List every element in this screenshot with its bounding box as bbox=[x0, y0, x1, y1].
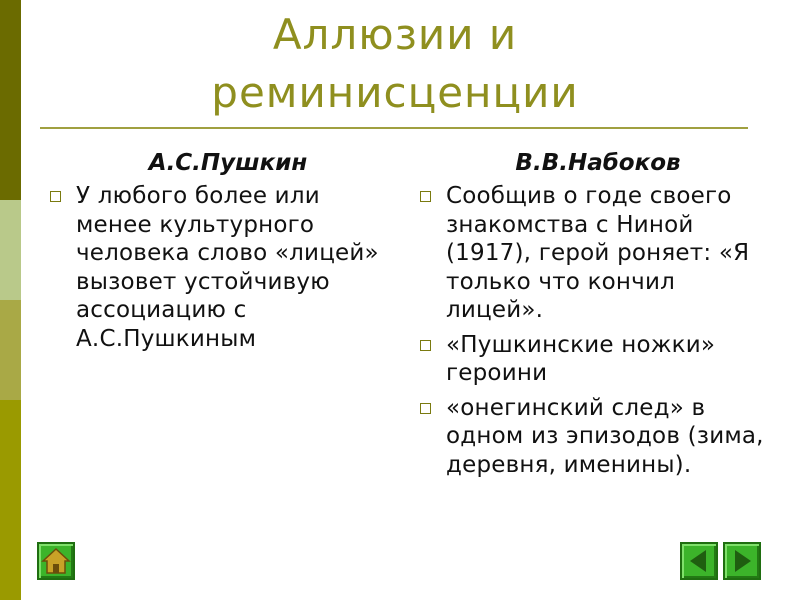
side-decor-segment bbox=[0, 200, 21, 300]
side-decor-segment bbox=[0, 300, 21, 400]
arrow-left-icon bbox=[682, 544, 716, 578]
square-bullet-icon bbox=[420, 191, 431, 202]
home-icon bbox=[39, 544, 73, 578]
slide-title bbox=[40, 6, 750, 122]
bullet-text: «онегинский след» в одном из эпизодов (зима, деревня, именины). bbox=[446, 394, 764, 478]
square-bullet-icon bbox=[420, 403, 431, 414]
list-item bbox=[418, 182, 778, 325]
list-item bbox=[418, 331, 778, 388]
previous-slide-button[interactable] bbox=[680, 542, 718, 580]
home-button[interactable] bbox=[37, 542, 75, 580]
right-column bbox=[418, 148, 778, 485]
side-decor-segment bbox=[0, 0, 21, 200]
bullet-text: Сообщив о годе своего знакомства с Ниной (1917), герой роняет: «Я только что кончил лицей». bbox=[446, 183, 750, 323]
bullet-text: У любого более или менее культурного человека слово «лицей» вызовет устойчивую ассоциацию с А.С.Пушкиным bbox=[76, 183, 379, 352]
title-divider bbox=[40, 127, 748, 129]
left-column bbox=[48, 148, 388, 359]
left-bullet-list bbox=[48, 182, 388, 353]
side-decor-segment bbox=[0, 400, 21, 600]
list-item bbox=[48, 182, 388, 353]
slide-title-line1: Аллюзии и bbox=[272, 10, 518, 59]
right-column-heading: В.В.Набоков bbox=[515, 150, 681, 176]
right-bullet-list bbox=[418, 182, 778, 479]
square-bullet-icon bbox=[50, 191, 61, 202]
side-decor-bar bbox=[0, 0, 21, 600]
square-bullet-icon bbox=[420, 340, 431, 351]
next-slide-button[interactable] bbox=[723, 542, 761, 580]
slide-title-line2: реминисценции bbox=[211, 68, 579, 117]
list-item bbox=[418, 394, 778, 480]
bullet-text: «Пушкинские ножки» героини bbox=[446, 331, 716, 386]
left-column-heading: А.С.Пушкин bbox=[148, 150, 308, 176]
arrow-right-icon bbox=[725, 544, 759, 578]
